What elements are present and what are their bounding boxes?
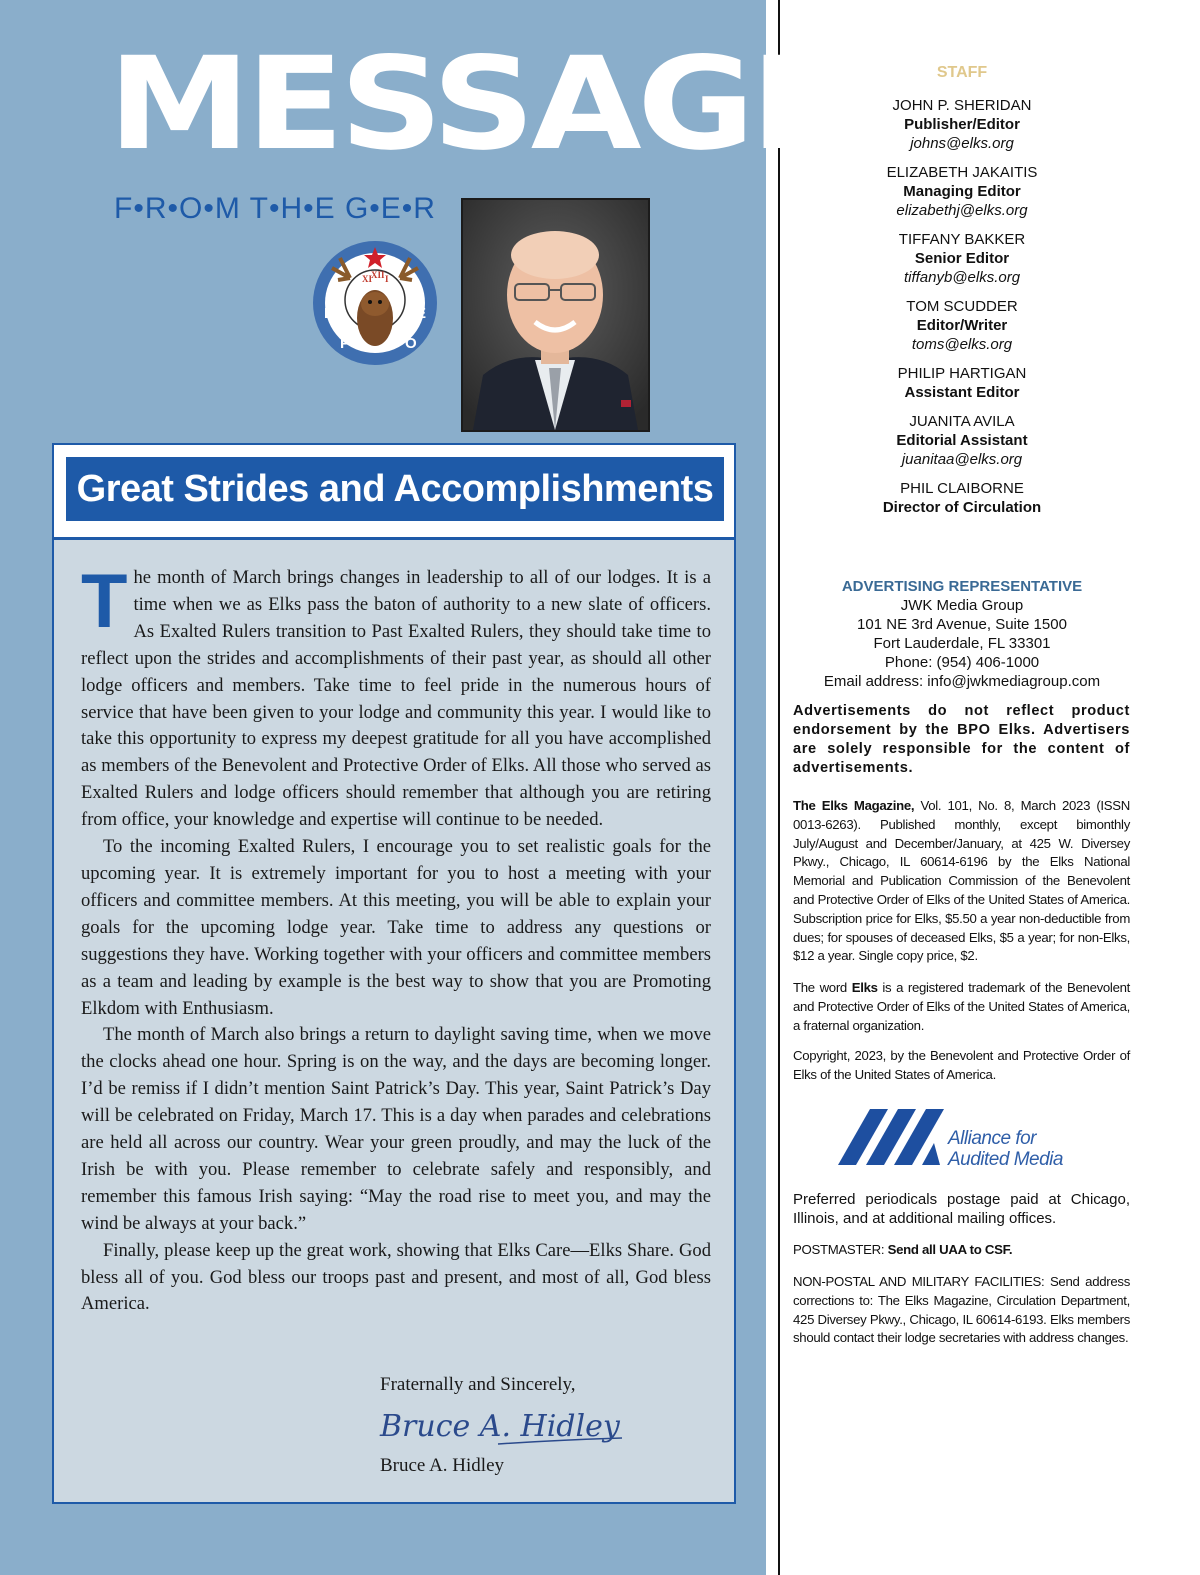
article-box — [52, 443, 736, 1504]
staff-name: TOM SCUDDER — [906, 298, 1018, 315]
staff-email: johns@elks.org — [910, 135, 1014, 152]
adv-phone: Phone: (954) 406-1000 — [884, 654, 1040, 671]
staff-entry — [790, 96, 1134, 153]
trademark-notice — [793, 979, 1130, 1035]
headline-band — [54, 445, 734, 540]
nonpostal-notice: NON-POSTAL AND MILITARY FACILITIES: Send address corrections to: The Elks Magazine, Circulation Department, 425 Diversey Pkwy., Chicago, IL 60614-6193. Elks members should contact their lodge secretaries with address changes. — [793, 1274, 1130, 1346]
staff-heading: STAFF — [936, 64, 988, 81]
staff-role: Assistant Editor — [904, 384, 1020, 401]
staff-entry — [790, 230, 1134, 287]
portrait-image — [463, 200, 648, 430]
article-paragraph — [81, 559, 711, 834]
staff-role: Director of Circulation — [882, 499, 1042, 516]
article-body — [81, 559, 711, 1318]
staff-name: PHIL CLAIBORNE — [900, 480, 1024, 497]
pubinfo-text: Vol. 101, No. 8, March 2023 (ISSN 0013-6263). Published monthly, except bimonthly July/August and December/January, at 425 W. Diversey Pkwy., Chicago, IL 60614-6196 by the Elks National Memorial and Publication Commission of the Benevolent and Protective Order of Elks of the United States of America. Subscription price for Elks, $5.50 a year non-deductible from dues; for spouses of deceased Elks, $5 a year; for non-Elks, $12 a year. Single copy price, $2. — [793, 798, 1130, 964]
staff-entry — [790, 412, 1134, 469]
copyright-notice: Copyright, 2023, by the Benevolent and Protective Order of Elks of the United States of America. — [793, 1048, 1130, 1082]
staff-email: juanitaa@elks.org — [901, 451, 1023, 468]
staff-email: elizabethj@elks.org — [896, 202, 1028, 219]
trademark-post: is a registered trademark of the Benevolent and Protective Order of Elks of the United States of America, a fraternal organization. — [793, 980, 1130, 1033]
postmaster-value: Send all UAA to CSF. — [887, 1242, 1013, 1257]
staff-name: TIFFANY BAKKER — [898, 231, 1026, 248]
emblem-letter: O — [405, 335, 417, 352]
staff-entry — [790, 364, 1134, 402]
staff-role: Editor/Writer — [916, 317, 1008, 334]
trademark-word: Elks — [851, 980, 878, 995]
publication-info — [793, 797, 1130, 966]
ad-disclaimer: Advertisements do not reflect product endorsement by the BPO Elks. Advertisers are solely responsible for the content of advertisements. — [793, 703, 1130, 776]
elks-emblem-icon — [310, 238, 440, 368]
signature-text: Bruce A. Hidley — [380, 1409, 620, 1444]
signature — [378, 1400, 628, 1452]
article-paragraph: Finally, please keep up the great work, showing that Elks Care—Elks Share. God bless all of you. God bless our troops past and present, and most of all, God bless America. — [81, 1239, 711, 1315]
staff-column — [790, 0, 1200, 1575]
staff-name: ELIZABETH JAKAITIS — [886, 164, 1038, 181]
article-paragraph: The month of March also brings a return to daylight saving time, when we move the clocks ahead one hour. Spring is on the way, and the days are becoming longer. I’d be remiss if I didn’t mention Saint Patrick’s Day. This year, Saint Patrick’s Day will be celebrated on Friday, March 17. This is a day when parades and celebrations are held all across our country. Wear your green proudly, and may the luck of the Irish be with you. Please remember to celebrate safely and responsibly, and remember this famous Irish saying: “May the road rise to meet you, and may the wind be always at your back.” — [81, 1024, 711, 1234]
clock-numeral: I — [385, 274, 389, 284]
emblem-letter: P — [340, 335, 351, 352]
article-paragraph: To the incoming Exalted Rulers, I encourage you to set realistic goals for the upcoming year. It is extremely important for you to host a meeting with your officers and committee members. At this meeting, you will be able to explain your goals for the upcoming lodge year. Take time to address any questions or suggestions they have. Working together with your officers and committee members as a team and leading by example is the best way to show that you are Promoting Elkdom with Enthusiasm. — [81, 836, 711, 1019]
aam-line1: Alliance for — [948, 1128, 1036, 1149]
masthead — [108, 30, 844, 225]
staff-email: toms@elks.org — [911, 336, 1013, 353]
paragraph-text: he month of March brings changes in leadership to all of our lodges. It is a time when we as Elks pass the baton of authority to a new slate of officers. As Exalted Rulers transition to Past Exalted Rulers, they should take time to reflect upon the strides and accomplishments of their past year, as should all other lodge officers and members. Take time to feel pride in the numerous hours of service that have been given to your lodge and community this year. I would like to take this opportunity to express my deepest gratitude for all you have accomplished as members of the Benevolent and Protective Order of Elks. All those who served as Exalted Rulers and lodge officers should remember that although you are retiring from office, your knowledge and expertise will continue to be needed. — [81, 567, 711, 831]
staff-entry — [790, 297, 1134, 354]
clock-numeral: XI — [362, 274, 373, 284]
masthead-title: MESSAGE — [108, 30, 844, 179]
column-divider — [778, 0, 780, 1575]
closing-line: Fraternally and Sincerely, — [380, 1374, 576, 1395]
adv-email: Email address: info@jwkmediagroup.com — [823, 673, 1101, 690]
portrait-photo — [461, 198, 650, 432]
staff-entry — [790, 479, 1134, 517]
advertising-heading: ADVERTISING REPRESENTATIVE — [841, 578, 1083, 595]
emblem-letter: B — [324, 305, 335, 322]
staff-name: JOHN P. SHERIDAN — [892, 97, 1032, 114]
staff-list — [790, 96, 1134, 527]
signer-name: Bruce A. Hidley — [380, 1455, 505, 1476]
postage-notice: Preferred periodicals postage paid at Chicago, Illinois, and at additional mailing offices. — [793, 1191, 1130, 1227]
magazine-name: The Elks Magazine, — [793, 798, 915, 813]
aam-logo-text — [948, 1128, 1063, 1170]
aam-line2: Audited Media — [948, 1149, 1063, 1170]
drop-cap: T — [81, 559, 128, 644]
adv-company: JWK Media Group — [900, 597, 1024, 614]
trademark-pre: The word — [793, 980, 852, 995]
clock-numeral: XII — [371, 270, 385, 280]
staff-entry — [790, 163, 1134, 220]
postmaster-label: POSTMASTER: — [793, 1242, 888, 1257]
staff-role: Publisher/Editor — [904, 116, 1020, 133]
advertising-block — [790, 577, 1134, 691]
adv-address2: Fort Lauderdale, FL 33301 — [873, 635, 1051, 652]
article-headline: Great Strides and Accomplishments — [66, 457, 724, 521]
staff-role: Senior Editor — [914, 250, 1010, 267]
emblem-letter: E — [416, 305, 427, 322]
staff-role: Managing Editor — [903, 183, 1021, 200]
staff-role: Editorial Assistant — [896, 432, 1028, 449]
postmaster-notice — [793, 1242, 1130, 1257]
masthead-subtitle: F•R•O•M T•H•E G•E•R — [114, 192, 436, 225]
adv-address1: 101 NE 3rd Avenue, Suite 1500 — [857, 616, 1067, 633]
staff-email: tiffanyb@elks.org — [903, 269, 1021, 286]
staff-name: JUANITA AVILA — [909, 413, 1015, 430]
staff-name: PHILIP HARTIGAN — [897, 365, 1027, 382]
